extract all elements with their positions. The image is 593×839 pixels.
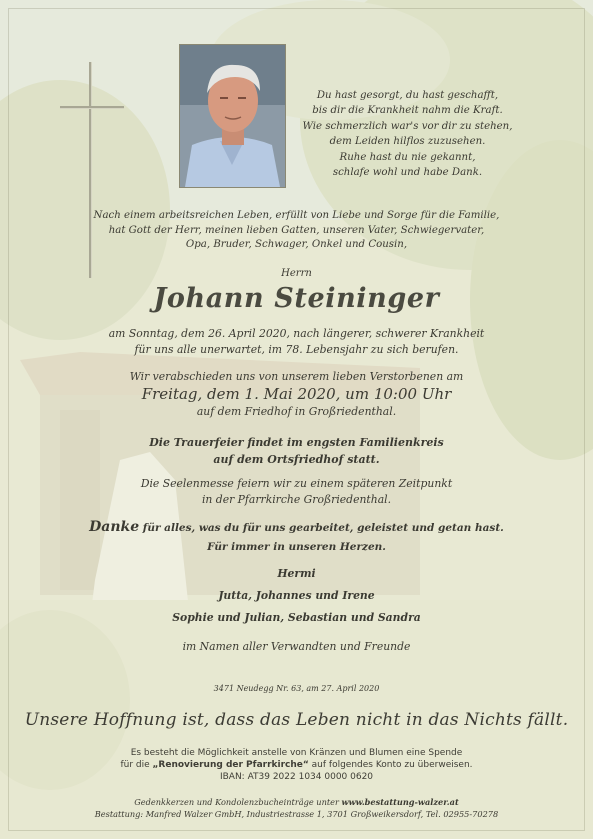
poem-line: Du hast gesorgt, du hast geschafft, bbox=[316, 90, 499, 101]
death-line: am Sonntag, dem 26. April 2020, nach längerer, schwerer Krankheit bbox=[108, 327, 485, 340]
donation-purpose: „Renovierung der Pfarrkirche“ bbox=[152, 759, 309, 770]
motto: Unsere Hoffnung ist, dass das Leben nicht in das Nichts fällt. bbox=[24, 710, 569, 730]
relatives-line: im Namen aller Verwandten und Freunde bbox=[182, 640, 411, 653]
family-line: Sophie und Julian, Sebastian und Sandra bbox=[172, 611, 421, 624]
poem-line: dem Leiden hilflos zuzusehen. bbox=[329, 136, 486, 148]
memorial-mass-notice bbox=[0, 476, 593, 508]
ceremony-line: Die Trauerfeier findet im engsten Familienkreis bbox=[149, 436, 444, 449]
mass-line: in der Pfarrkirche Großriedenthal. bbox=[201, 493, 392, 506]
intro-line: Opa, Bruder, Schwager, Onkel und Cousin, bbox=[185, 239, 408, 251]
intro-line: Nach einem arbeitsreichen Leben, erfüllt von Liebe und Sorge für die Familie, bbox=[93, 210, 500, 221]
poem bbox=[300, 88, 515, 180]
donation-line: Es besteht die Möglichkeit anstelle von Kränzen und Blumen eine Spende bbox=[130, 748, 463, 758]
poem-line: Ruhe hast du nie gekannt, bbox=[339, 151, 476, 163]
thanks-big-word: Danke bbox=[89, 519, 140, 535]
funeral-location: auf dem Friedhof in Großriedenthal. bbox=[196, 405, 397, 418]
iban: IBAN: AT39 2022 1034 0000 0620 bbox=[219, 771, 374, 782]
family-list bbox=[0, 563, 593, 629]
death-line: für uns alle unerwartet, im 78. Lebensjahr zu sich berufen. bbox=[134, 342, 459, 356]
ceremony-line: auf dem Ortsfriedhof statt. bbox=[213, 453, 380, 466]
donation-note bbox=[0, 748, 593, 783]
undertaker-info: Bestattung: Manfred Walzer GmbH, Industriestrasse 1, 3701 Großweikersdorf, Tel. 02955-70278 bbox=[94, 808, 499, 819]
family-line: Hermi bbox=[277, 567, 316, 580]
donation-text: auf folgendes Konto zu überweisen. bbox=[308, 759, 473, 770]
intro-line: hat Gott der Herr, meinen lieben Gatten, unseren Vater, Schwiegervater, bbox=[108, 224, 485, 236]
thanks-rest: für alles, was du für uns gearbeitet, geleistet und getan hast. bbox=[139, 522, 504, 534]
death-notice bbox=[0, 326, 593, 357]
portrait-photo bbox=[179, 44, 286, 188]
donation-text: für die bbox=[120, 759, 153, 770]
intro-text bbox=[0, 209, 593, 253]
family-line: Jutta, Johannes und Irene bbox=[218, 589, 375, 602]
website-link[interactable]: www.bestattung-walzer.at bbox=[341, 797, 459, 807]
deceased-name: Johann Steininger bbox=[153, 283, 440, 314]
funeral-date: Freitag, dem 1. Mai 2020, um 10:00 Uhr bbox=[141, 385, 452, 403]
thanks-text bbox=[0, 518, 593, 557]
poem-line: Wie schmerzlich war's vor dir zu stehen, bbox=[302, 120, 513, 132]
thanks-line: Für immer in unseren Herzen. bbox=[207, 541, 386, 553]
farewell-intro: Wir verabschieden uns von unserem lieben Verstorbenen am bbox=[129, 370, 464, 383]
mass-line: Die Seelenmesse feiern wir zu einem späteren Zeitpunkt bbox=[140, 477, 453, 490]
poem-line: schlafe wohl und habe Dank. bbox=[332, 167, 483, 179]
place-date: 3471 Neudegg Nr. 63, am 27. April 2020 bbox=[213, 684, 380, 693]
footer-text: Gedenkkerzen und Kondolenzbucheinträge unter bbox=[134, 797, 342, 807]
salutation: Herrn bbox=[281, 268, 312, 279]
ceremony-notice bbox=[0, 434, 593, 468]
poem-line: bis dir die Krankheit nahm die Kraft. bbox=[312, 105, 503, 117]
footer bbox=[0, 797, 593, 820]
